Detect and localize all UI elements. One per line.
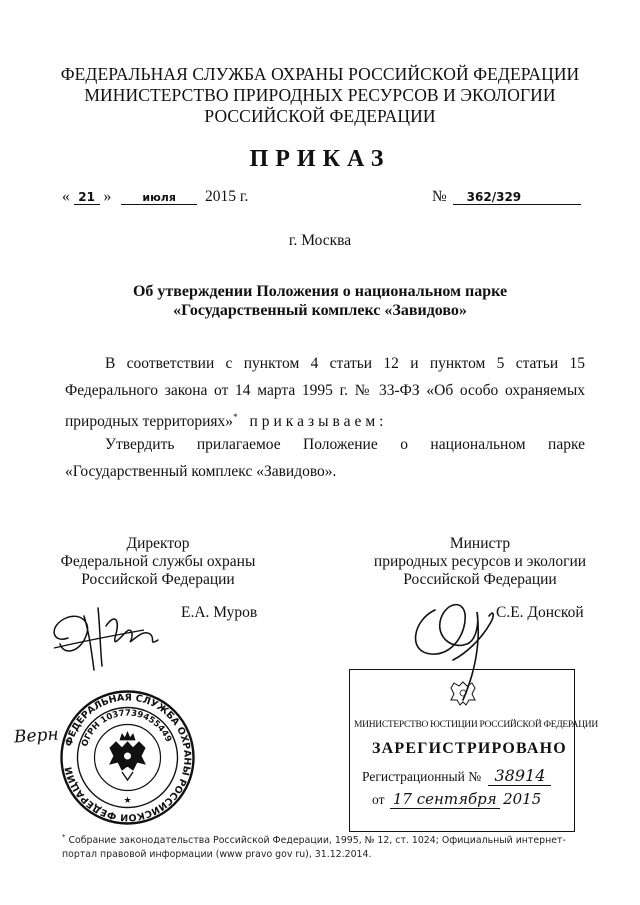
footnote xyxy=(62,830,590,862)
p1-line-3-text: природных территориях» xyxy=(65,413,234,431)
p1-line-1: В соответствии с пунктом 4 статьи 12 и пунктом 5 статьи 15 xyxy=(105,355,585,372)
registration-stamp xyxy=(349,669,598,832)
document-title: ПРИКАЗ xyxy=(249,146,391,172)
ministry-emblem-icon xyxy=(448,678,478,710)
left-position-line-1: Директор xyxy=(126,535,190,552)
p2-line-1: Утвердить прилагаемое Положение о национальном парке xyxy=(105,436,585,453)
date-open-quote: « xyxy=(62,188,70,205)
number-value: 362/329 xyxy=(453,190,581,205)
signature-block-left xyxy=(48,535,268,589)
left-signer-name: Е.А. Муров xyxy=(181,604,258,621)
left-position-line-2: Федеральной службы охраны xyxy=(60,553,256,570)
document-header xyxy=(0,64,640,127)
body-paragraph-1 xyxy=(65,350,585,435)
seal-outer-text: ФЕДЕРАЛЬНАЯ СЛУЖБА ОХРАНЫ РОССИЙСКОЙ ФЕДЕРАЦИИ xyxy=(63,692,193,823)
right-position-line-2: природных ресурсов и экологии xyxy=(373,553,587,570)
footnote-line-2: портал правовой информации (www pravo gov ru), 31.12.2014. xyxy=(62,849,372,861)
registration-date-value: 17 сентября xyxy=(390,790,500,809)
number-sign: № xyxy=(432,188,447,205)
header-line-3: РОССИЙСКОЙ ФЕДЕРАЦИИ xyxy=(204,106,436,126)
registration-status: ЗАРЕГИСТРИРОВАНО xyxy=(372,740,567,757)
p1-line-2: Федерального закона от 14 марта 1995 г. № 33-ФЗ «Об особо охраняемых xyxy=(65,382,585,399)
command-word: приказываем: xyxy=(249,413,388,431)
order-number xyxy=(432,188,581,206)
header-line-2: МИНИСТЕРСТВО ПРИРОДНЫХ РЕСУРСОВ И ЭКОЛОГИИ xyxy=(84,85,556,105)
date-close-quote: » xyxy=(103,188,112,205)
right-position-line-1: Министр xyxy=(449,535,511,552)
left-position-line-3: Российской Федерации xyxy=(81,571,235,588)
right-position-line-3: Российской Федерации xyxy=(403,571,557,588)
svg-text:★: ★ xyxy=(123,796,132,806)
registration-number-value: 38914 xyxy=(488,766,551,786)
left-handwritten-signature xyxy=(40,596,180,678)
official-seal xyxy=(60,690,195,825)
right-signer-name: С.Е. Донской xyxy=(496,604,584,621)
registration-date-row xyxy=(372,790,541,808)
signature-block-right xyxy=(360,535,600,589)
registration-date-year: 2015 xyxy=(503,790,542,808)
order-date xyxy=(62,188,248,206)
seal-inner-text: ОГРН 1037739455449 xyxy=(80,708,174,749)
p2-line-2: «Государственный комплекс «Завидово». xyxy=(65,463,337,480)
body-paragraph-2 xyxy=(65,431,585,485)
city: г. Москва xyxy=(288,232,352,249)
footnote-line-1 xyxy=(62,830,590,848)
registration-number-label: Регистрационный № xyxy=(362,769,482,784)
subject-line-1: Об утверждении Положения о национальном парке xyxy=(132,283,508,300)
footnote-line-mark: * xyxy=(62,833,66,841)
date-day: 21 xyxy=(74,190,100,205)
footnote-mark: * xyxy=(233,412,238,422)
footnote-line-1-text: Собрание законодательства Российской Федерации, 1995, № 12, ст. 1024; Официальный интернет- xyxy=(68,835,566,847)
order-subject xyxy=(0,282,640,320)
eagle-emblem-icon xyxy=(110,732,145,780)
date-month: июля xyxy=(121,191,197,205)
registration-ministry: МИНИСТЕРСТВО ЮСТИЦИИ РОССИЙСКОЙ ФЕДЕРАЦИИ xyxy=(354,720,598,730)
date-year: 2015 г. xyxy=(205,188,249,205)
subject-line-2: «Государственный комплекс «Завидово» xyxy=(173,302,467,319)
handwritten-verno: Верн xyxy=(13,724,60,748)
registration-date-prefix: от xyxy=(372,792,385,807)
header-line-1: ФЕДЕРАЛЬНАЯ СЛУЖБА ОХРАНЫ РОССИЙСКОЙ ФЕДЕРАЦИИ xyxy=(60,64,580,84)
registration-number-row xyxy=(362,766,551,785)
